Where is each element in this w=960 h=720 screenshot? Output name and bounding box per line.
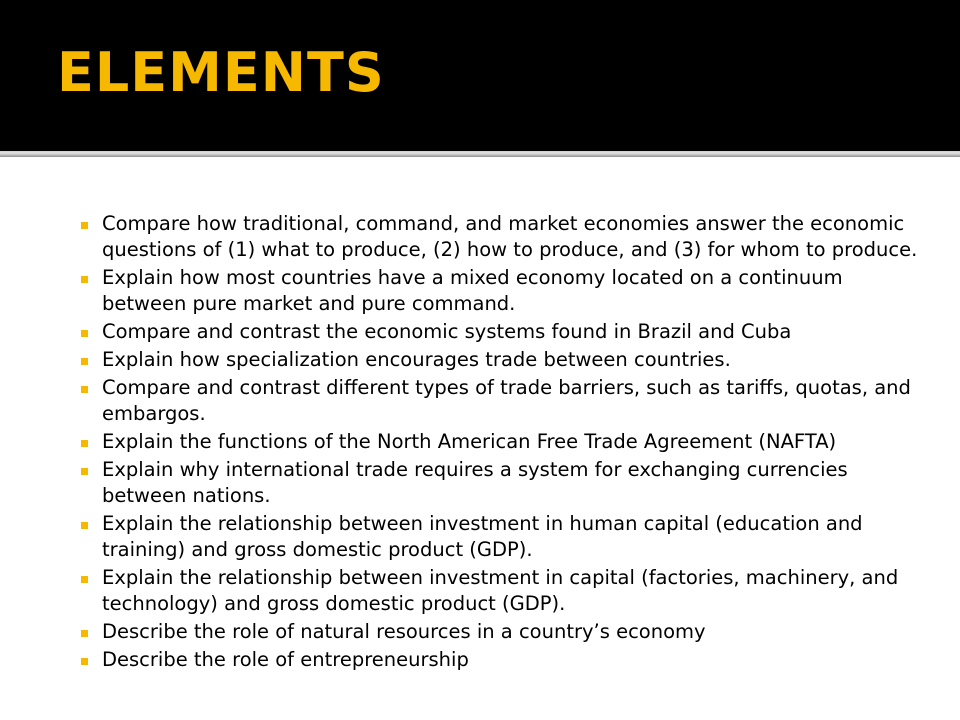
- bullet-text: Explain how most countries have a mixed economy located on a continuum between pure market and pure command.: [102, 266, 843, 315]
- bullet-list: [78, 211, 918, 675]
- title-divider: [0, 151, 960, 157]
- bullet-text: Explain the functions of the North American Free Trade Agreement (NAFTA): [102, 430, 837, 453]
- bullet-item: [78, 457, 918, 509]
- bullet-text: Compare and contrast the economic systems found in Brazil and Cuba: [102, 320, 792, 343]
- bullet-item: [78, 619, 918, 645]
- bullet-item: [78, 375, 918, 427]
- bullet-text: Explain why international trade requires a system for exchanging currencies between nations.: [102, 458, 848, 507]
- square-bullet-icon: [81, 658, 88, 665]
- square-bullet-icon: [81, 440, 88, 447]
- bullet-text: Compare how traditional, command, and market economies answer the economic questions of (1) what to produce, (2) how to produce, and (3) for whom to produce.: [102, 212, 918, 261]
- title-bar: [0, 0, 960, 151]
- bullet-item: [78, 211, 918, 263]
- bullet-text: Compare and contrast different types of trade barriers, such as tariffs, quotas, and embargos.: [102, 376, 911, 425]
- bullet-text: Explain the relationship between investment in human capital (education and training) and gross domestic product (GDP).: [102, 512, 863, 561]
- bullet-item: [78, 647, 918, 673]
- bullet-text: Explain the relationship between investment in capital (factories, machinery, and technology) and gross domestic product (GDP).: [102, 566, 899, 615]
- bullet-item: [78, 429, 918, 455]
- bullet-item: [78, 265, 918, 317]
- bullet-item: [78, 511, 918, 563]
- square-bullet-icon: [81, 276, 88, 283]
- bullet-text: Describe the role of natural resources in a country’s economy: [102, 620, 706, 643]
- square-bullet-icon: [81, 330, 88, 337]
- square-bullet-icon: [81, 468, 88, 475]
- bullet-item: [78, 565, 918, 617]
- bullet-text: Describe the role of entrepreneurship: [102, 648, 469, 671]
- bullet-text: Explain how specialization encourages trade between countries.: [102, 348, 731, 371]
- bullet-item: [78, 347, 918, 373]
- square-bullet-icon: [81, 222, 88, 229]
- bullet-item: [78, 319, 918, 345]
- square-bullet-icon: [81, 522, 88, 529]
- square-bullet-icon: [81, 576, 88, 583]
- square-bullet-icon: [81, 358, 88, 365]
- slide-title: ELEMENTS: [57, 41, 385, 104]
- square-bullet-icon: [81, 386, 88, 393]
- square-bullet-icon: [81, 630, 88, 637]
